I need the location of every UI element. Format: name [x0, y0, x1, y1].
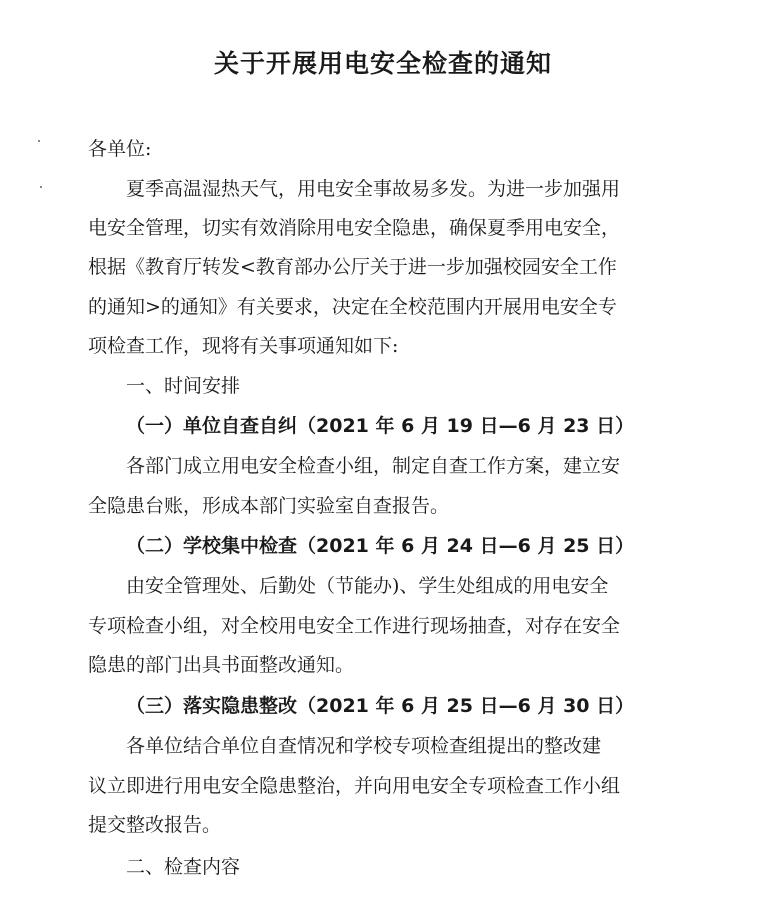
body-line: 提交整改报告。	[88, 814, 222, 836]
body-line: 议立即进行用电安全隐患整治，并向用电安全专项检查工作小组	[88, 775, 621, 797]
subsection-heading: （二）学校集中检查（2021 年 6 月 24 日—6 月 25 日）	[126, 535, 635, 557]
intro-line: 根据《教育厅转发<教育部办公厅关于进一步加强校园安全工作	[88, 256, 617, 278]
subsection-heading: （一）单位自查自纠（2021 年 6 月 19 日—6 月 23 日）	[126, 415, 635, 437]
body-line: 各部门成立用电安全检查小组，制定自查工作方案，建立安	[126, 455, 621, 477]
salutation: 各单位:	[88, 138, 152, 160]
body-line: 全隐患台账，形成本部门实验室自查报告。	[88, 495, 450, 517]
section-heading: 一、时间安排	[126, 375, 241, 397]
body-line: 各单位结合单位自查情况和学校专项检查组提出的整改建	[126, 735, 602, 757]
document-title: 关于开展用电安全检查的通知	[213, 49, 552, 78]
section-heading: 二、检查内容	[126, 856, 241, 878]
subsection-heading: （三）落实隐患整改（2021 年 6 月 25 日—6 月 30 日）	[126, 695, 635, 717]
scan-speck	[38, 140, 40, 142]
intro-line: 项检查工作，现将有关事项通知如下:	[88, 335, 399, 357]
scan-speck	[40, 186, 42, 188]
intro-line: 夏季高温湿热天气，用电安全事故易多发。为进一步加强用	[126, 178, 621, 200]
body-line: 专项检查小组，对全校用电安全工作进行现场抽查，对存在安全	[88, 615, 621, 637]
body-line: 隐患的部门出具书面整改通知。	[88, 654, 355, 676]
body-line: 由安全管理处、后勤处（节能办)、学生处组成的用电安全	[126, 575, 609, 597]
intro-line: 电安全管理，切实有效消除用电安全隐患，确保夏季用电安全，	[88, 217, 621, 239]
intro-line: 的通知>的通知》有关要求，决定在全校范围内开展用电安全专	[88, 296, 617, 318]
